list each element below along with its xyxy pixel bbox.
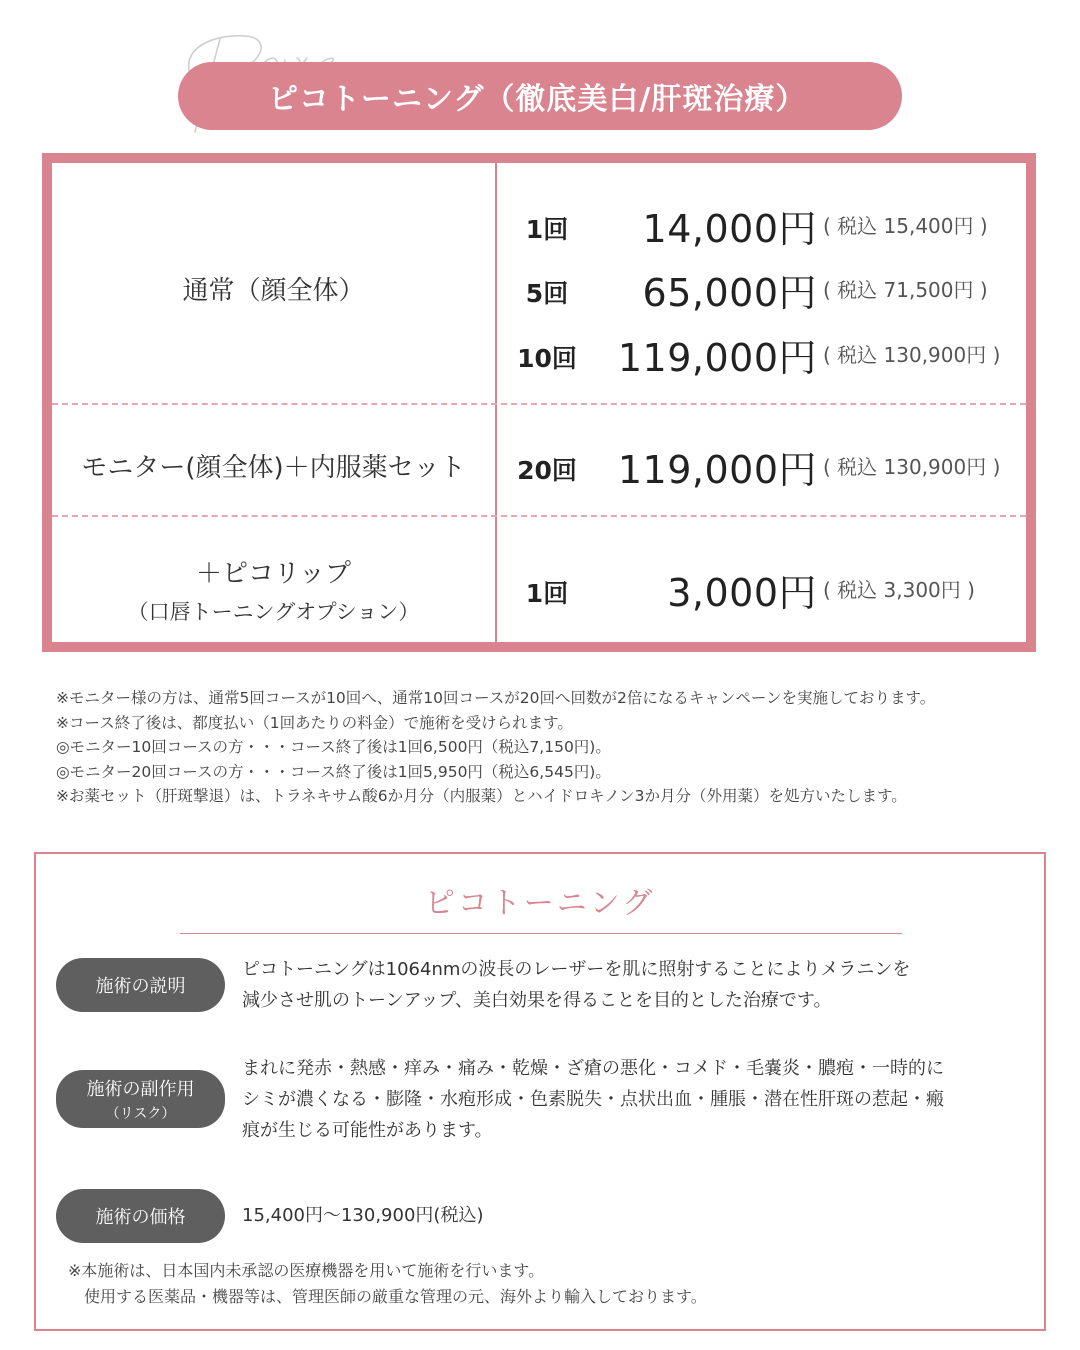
approval-note bbox=[68, 1258, 707, 1310]
side-effects-line: シミが濃くなる・膨隆・水疱形成・色素脱失・点状出血・腫脹・潜在性肝斑の惹起・瘢 bbox=[242, 1089, 944, 1110]
note-item: ※モニター様の方は、通常5回コースが10回へ、通常10回コースが20回へ回数が2倍になるキャンペーンを実施しております。 bbox=[56, 689, 936, 707]
price-amount: 14,000円 bbox=[642, 207, 817, 251]
price-line bbox=[497, 196, 1037, 256]
session-count: 1回 bbox=[525, 579, 569, 608]
price-tax: ( 税込 15,400円 ) bbox=[823, 214, 988, 238]
price-line bbox=[497, 560, 1037, 620]
approval-note-line: ※本施術は、日本国内未承認の医療機器を用いて施術を行います。 bbox=[68, 1261, 545, 1280]
tag-side-effects bbox=[56, 1070, 225, 1128]
side-effects-text bbox=[242, 1053, 1032, 1146]
page-title-text: ピコトーニング（徹底美白/肝斑治療） bbox=[268, 82, 807, 117]
price-tax: ( 税込 130,900円 ) bbox=[823, 343, 1001, 367]
price-amount: 119,000円 bbox=[617, 336, 817, 380]
tag-explanation bbox=[56, 958, 225, 1012]
row-label-picolip bbox=[52, 553, 495, 626]
tag-price bbox=[56, 1189, 225, 1243]
tag-side-effects-sub: （リスク） bbox=[105, 1106, 176, 1122]
price-amount: 65,000円 bbox=[642, 271, 817, 315]
session-count: 20回 bbox=[517, 456, 577, 485]
price-tax: ( 税込 3,300円 ) bbox=[823, 578, 975, 602]
price-tax: ( 税込 71,500円 ) bbox=[823, 278, 988, 302]
page-title bbox=[178, 62, 902, 130]
price-range-text: 15,400円〜130,900円(税込) bbox=[242, 1205, 484, 1226]
session-count: 1回 bbox=[525, 215, 569, 244]
explanation-text bbox=[242, 954, 1032, 1016]
price-notes bbox=[56, 686, 1046, 809]
note-item: ※お薬セット（肝斑撃退）は、トラネキサム酸6か月分（内服薬）とハイドロキノン3か月分（外用薬）を処方いたします。 bbox=[56, 787, 907, 805]
tag-price-label: 施術の価格 bbox=[95, 1207, 186, 1228]
picolip-sublabel: （口唇トーニングオプション） bbox=[127, 600, 420, 624]
side-effects-line: 痕が生じる可能性があります。 bbox=[242, 1120, 493, 1141]
row-separator bbox=[52, 403, 1026, 405]
side-effects-line: まれに発赤・熱感・痒み・痛み・乾燥・ざ瘡の悪化・コメド・毛嚢炎・膿疱・一時的に bbox=[242, 1058, 944, 1079]
tag-side-effects-label: 施術の副作用 bbox=[86, 1079, 195, 1100]
approval-note-line: 使用する医薬品・機器等は、管理医師の厳重な管理の元、海外より輸入しております。 bbox=[68, 1287, 707, 1306]
note-item: ◎モニター10回コースの方・・・コース終了後は1回6,500円（税込7,150円)。 bbox=[56, 738, 611, 756]
price-line bbox=[497, 325, 1037, 385]
explanation-line: 減少させ肌のトーンアップ、美白効果を得ることを目的とした治療です。 bbox=[242, 990, 832, 1011]
session-count: 10回 bbox=[517, 344, 577, 373]
row-separator bbox=[52, 515, 1026, 517]
picolip-label: ＋ピコリップ bbox=[196, 559, 351, 589]
explanation-line: ピコトーニングは1064nmの波長のレーザーを肌に照射することによりメラニンを bbox=[242, 959, 911, 980]
price-amount: 3,000円 bbox=[667, 571, 817, 615]
row-label-regular: 通常（顔全体） bbox=[182, 276, 365, 306]
price-amount: 119,000円 bbox=[617, 448, 817, 492]
treatment-info-box bbox=[34, 852, 1046, 1331]
note-item: ◎モニター20回コースの方・・・コース終了後は1回5,950円（税込6,545円)。 bbox=[56, 762, 611, 781]
info-title-rule bbox=[180, 933, 902, 934]
price-line bbox=[497, 437, 1037, 497]
note-item: ※コース終了後は、都度払い（1回あたりの料金）で施術を受けられます。 bbox=[56, 713, 573, 732]
price-table bbox=[42, 153, 1036, 652]
session-count: 5回 bbox=[525, 279, 569, 308]
row-label-monitor: モニター(顔全体)＋内服薬セット bbox=[81, 453, 466, 483]
info-title: ピコトーニング bbox=[424, 886, 656, 921]
price-line bbox=[497, 260, 1037, 320]
tag-explanation-label: 施術の説明 bbox=[95, 976, 186, 997]
price-tax: ( 税込 130,900円 ) bbox=[823, 455, 1001, 479]
